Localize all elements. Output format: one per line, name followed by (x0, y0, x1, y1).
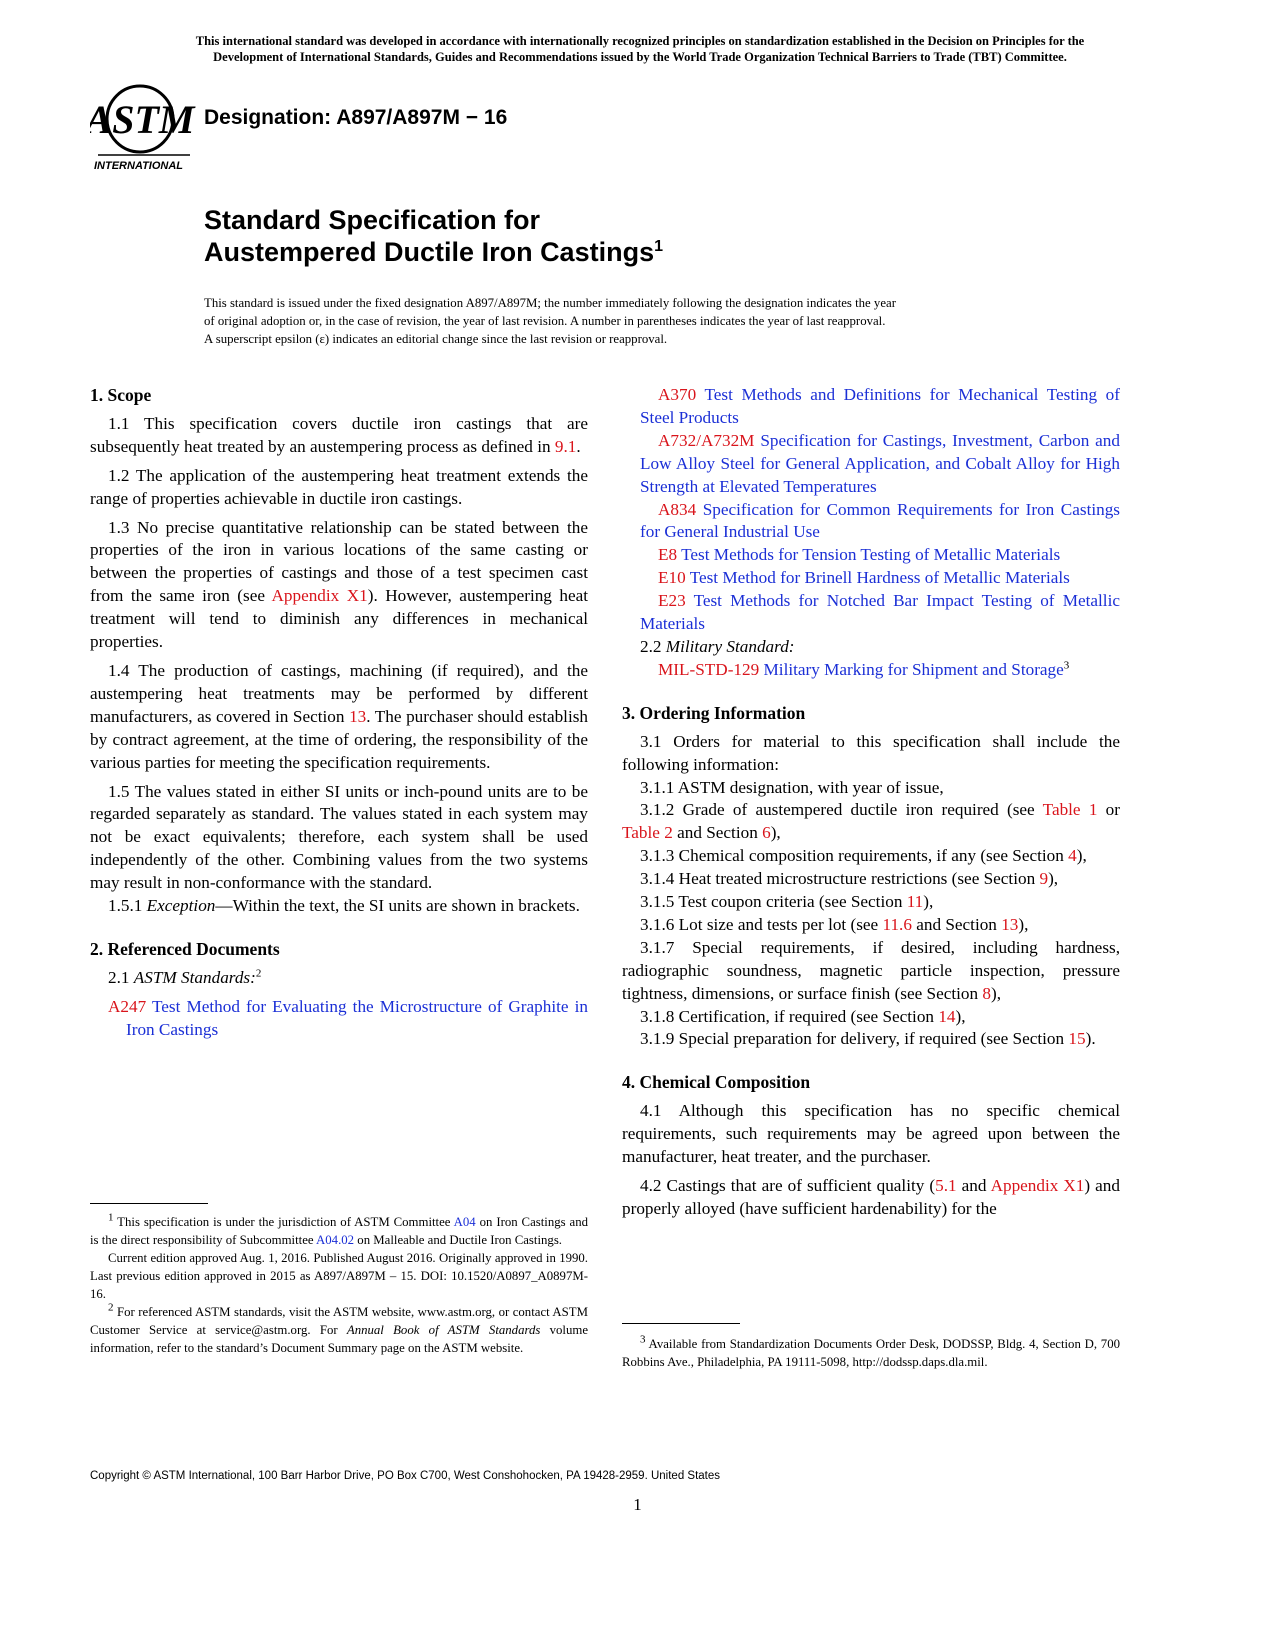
wto-notice-line2: Development of International Standards, Guides and Recommendations issued by the World Trade Organization Technical Barriers to Trade (TBT) Committee. (213, 50, 1067, 64)
link-9-1[interactable]: 9.1 (554, 436, 577, 456)
paragraph-3-1-7: 3.1.7 Special requirements, if desired, including hardness, radiographic soundness, magnetic particle inspection, pressure tightness, dimensions, or surface finish (see Section 8), (622, 937, 1120, 1003)
paragraph-1-1: 1.1 This specification covers ductile iron castings that are subsequently heat treated by an austempering process as defined in 9.1. (90, 413, 588, 456)
paragraph-1-2: 1.2 The application of the austempering heat treatment extends the range of properties achievable in ductile iron castings. (90, 465, 588, 508)
issue-note-line1: This standard is issued under the fixed designation A897/A897M; the number immediately following the designation indicates the year (204, 296, 896, 310)
astm-logo (90, 83, 198, 173)
paragraph-3-1-1: 3.1.1 ASTM designation, with year of issue, (640, 777, 944, 797)
link-section-14[interactable]: 14 (938, 1006, 956, 1026)
issue-note-line2: of original adoption or, in the case of revision, the year of last revision. A number in parentheses indicates the year of last reapproval. (204, 314, 886, 328)
paragraph-1-4: 1.4 The production of castings, machining (if required), and the austempering heat treatments may be performed by different manufacturers, as covered in Section 13. The purchaser should establish by contract agreement, at the time of ordering, the responsibility of the various parties for meeting the specification requirements. (90, 660, 589, 772)
link-section-9[interactable]: 9 (1039, 869, 1049, 889)
title-text: Austempered Ductile Iron Castings (204, 237, 655, 267)
link-section-6[interactable]: 6 (762, 823, 771, 843)
paragraph-2-2: 2.2 Military Standard: (640, 636, 795, 656)
paragraph-1-5: 1.5 The values stated in either SI units or inch-pound units are to be regarded separately as standard. The values stated in each system may not be exact equivalents; therefore, each system shall be used independently of the other. Combining values from the two systems may result in non-conformance with the standard. (90, 781, 588, 893)
section-heading-referenced-documents: 2. Referenced Documents (90, 938, 280, 959)
footnote-2: $^2$ For referenced ASTM standards, visit the ASTM website, www.astm.org, or contact ASTM Customer Service at service@astm.org. For Annual Book of ASTM Standards volume information, refer to the standard’s Document Summary page on the ASTM website. (90, 1301, 589, 1355)
astm-logo-mark-icon (90, 83, 198, 173)
link-table-2[interactable]: Table 2 (622, 823, 673, 843)
page-number: 1 (633, 1495, 642, 1514)
paragraph-3-1-8: 3.1.8 Certification, if required (see Section 14), (640, 1006, 966, 1026)
title-line2 (204, 236, 663, 268)
paragraph-1-3: 1.3 No precise quantitative relationship can be stated between the properties of the iron in various locations of the same casting or between the properties of castings and those of a test specimen cast from the same iron (see Appendix X1). However, austempering heat treatment will tend to diminish any differences in mechanical properties. (90, 517, 588, 652)
paragraph-3-1: 3.1 Orders for material to this specification shall include the following information: (622, 731, 1120, 774)
left-column (90, 384, 588, 1042)
link-section-15[interactable]: 15 (1068, 1029, 1086, 1049)
issue-note-line3: A superscript epsilon (ε) indicates an editorial change since the last revision or reapproval. (204, 332, 668, 346)
footnote-1-edition: Current edition approved Aug. 1, 2016. Published August 2016. Originally approved in 1990. Last previous edition approved in 2015 as A897/A897M – 15. DOI: 10.1520/A0897_A0897M-16. (90, 1251, 588, 1301)
link-section-13[interactable]: 13 (349, 706, 367, 726)
footnote-1: $^1$ This specification is under the jurisdiction of ASTM Committee A04 on Iron Castings and is the direct responsibility of Subcommittee A04.02 on Malleable and Ductile Iron Castings. (90, 1211, 588, 1247)
paragraph-4-1: 4.1 Although this specification has no specific chemical requirements, such requirements may be agreed upon between the manufacturer, heat treater, and the purchaser. (622, 1101, 1120, 1167)
right-column (622, 384, 1120, 1221)
link-appendix-x1[interactable]: Appendix X1 (990, 1176, 1085, 1195)
paragraph-4-2: 4.2 Castings that are of sufficient quality (5.1 and Appendix X1) and properly alloyed (have sufficient hardenability) for the (622, 1176, 1120, 1218)
link-section-13[interactable]: 13 (1001, 914, 1019, 934)
link-appendix-x1[interactable]: Appendix X1 (271, 586, 368, 606)
link-11-6[interactable]: 11.6 (882, 914, 912, 934)
footnotes-left (90, 1213, 588, 1357)
wto-notice-line1: This international standard was developed in accordance with internationally recognized principles on standardization established in the Decision on Principles for the (195, 34, 1085, 48)
copyright: Copyright © ASTM International, 100 Barr Harbor Drive, PO Box C700, West Conshohocken, PA 19428-2959. United States (90, 1470, 721, 1482)
paragraph-3-1-6: 3.1.6 Lot size and tests per lot (see 11.6 and Section 13), (640, 914, 1029, 934)
footnote-divider (622, 1323, 740, 1324)
link-subcommittee-a04-02[interactable]: A04.02 (316, 1233, 355, 1247)
reference-e10[interactable]: E10 Test Method for Brinell Hardness of Metallic Materials (658, 568, 1070, 588)
reference-a732[interactable]: A732/A732M Specification for Castings, Investment, Carbon and Low Alloy Steel for General Application, and Cobalt Alloy for High Strength at Elevated Temperatures (640, 430, 1120, 496)
issue-note (204, 294, 1034, 348)
designation: Designation: A897/A897M − 16 (204, 106, 508, 129)
paragraph-2-1: 2.1 ASTM Standards:$^2$ (108, 967, 262, 987)
paragraph-3-1-2: 3.1.2 Grade of austempered ductile iron required (see Table 1 or Table 2 and Section 6), (622, 800, 1120, 843)
link-table-1[interactable]: Table 1 (1042, 800, 1098, 820)
link-section-4[interactable]: 4 (1068, 846, 1077, 866)
reference-a834[interactable]: A834 Specification for Common Requirements for Iron Castings for General Industrial Use (640, 499, 1121, 542)
paragraph-3-1-4: 3.1.4 Heat treated microstructure restrictions (see Section 9), (640, 869, 1059, 889)
reference-a370[interactable]: A370 Test Methods and Definitions for Mechanical Testing of Steel Products (640, 385, 1120, 427)
paragraph-3-1-3: 3.1.3 Chemical composition requirements, if any (see Section 4), (640, 846, 1087, 866)
paragraph-3-1-5: 3.1.5 Test coupon criteria (see Section 11), (640, 892, 934, 912)
reference-e8[interactable]: E8 Test Methods for Tension Testing of Metallic Materials (658, 545, 1061, 565)
reference-e23[interactable]: E23 Test Methods for Notched Bar Impact Testing of Metallic Materials (640, 591, 1120, 634)
svg-text:INTERNATIONAL: INTERNATIONAL (94, 160, 184, 172)
link-section-8[interactable]: 8 (982, 983, 991, 1003)
link-section-11[interactable]: 11 (906, 892, 924, 912)
footnote-divider (90, 1203, 208, 1204)
reference-mil-std-129[interactable]: MIL-STD-129 Military Marking for Shipment and Storage$^3$ (658, 659, 1070, 679)
footnote-3: $^3$ Available from Standardization Documents Order Desk, DODSSP, Bldg. 4, Section D, 700 Robbins Ave., Philadelphia, PA 19111-5098, http://dodssp.daps.dla.mil. (622, 1333, 1120, 1369)
title-footnote-mark[interactable]: 1 (654, 238, 663, 255)
section-heading-scope: 1. Scope (90, 385, 152, 405)
link-committee-a04[interactable]: A04 (453, 1215, 476, 1229)
paragraph-1-5-1: 1.5.1 Exception—Within the text, the SI units are shown in brackets. (108, 896, 580, 916)
section-heading-chemical-composition: 4. Chemical Composition (622, 1072, 811, 1093)
section-heading-ordering-information: 3. Ordering Information (622, 702, 806, 723)
paragraph-3-1-9: 3.1.9 Special preparation for delivery, if required (see Section 15). (640, 1029, 1096, 1049)
link-5-1[interactable]: 5.1 (935, 1176, 957, 1195)
wto-notice (90, 33, 1190, 65)
document-title (204, 204, 663, 268)
title-line1: Standard Specification for (204, 205, 541, 235)
reference-a247[interactable]: A247 Test Method for Evaluating the Microstructure of Graphite in Iron Castings (108, 996, 588, 1039)
footnotes-right (622, 1335, 1120, 1371)
svg-text:ASTM: ASTM (90, 97, 195, 142)
footnote-mark-2[interactable]: 2 (255, 967, 262, 980)
